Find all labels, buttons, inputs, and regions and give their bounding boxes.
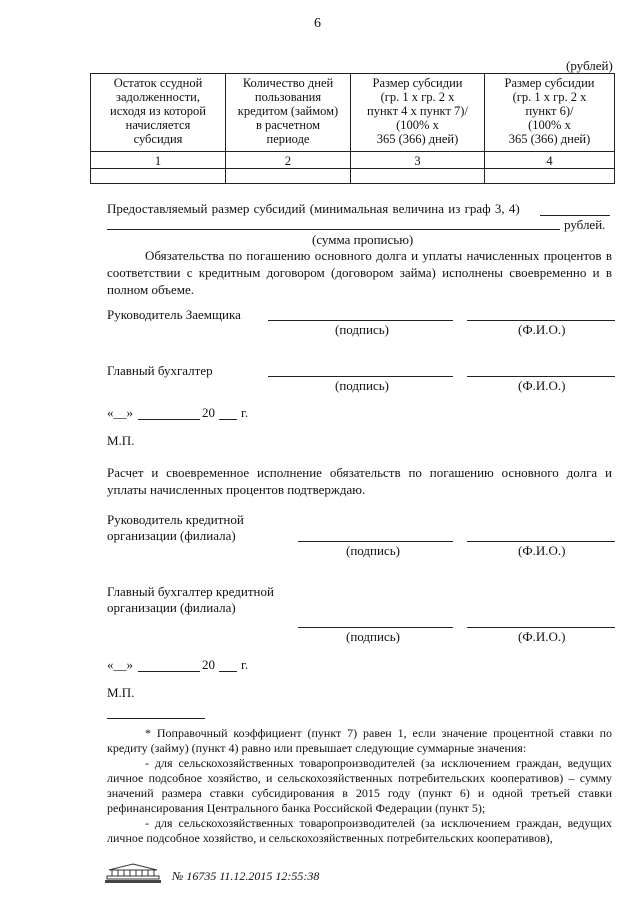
rubles-label: рублей. xyxy=(564,217,606,232)
subsidy-table xyxy=(90,73,615,184)
bank-head-label-1: Руководитель кредитной xyxy=(107,512,244,527)
table-header-cell: Размер субсидии (гр. 1 х гр. 2 х пункт 6)/ (100% х 365 (366) дней) xyxy=(485,74,615,152)
footnote-paragraph: * Поправочный коэффициент (пункт 7) равен 1, если значение процентной ставки по кредиту (займу) (пункт 4) равно или превышает следующие суммарные значения: xyxy=(107,726,612,755)
table-header-cell: Остаток ссудной задолженности, исходя из которой начисляется субсидия xyxy=(91,74,226,152)
bank-accountant-name-line xyxy=(467,627,615,628)
table-number-cell: 2 xyxy=(226,152,351,169)
date-quote: «__» xyxy=(107,657,133,672)
footnote-separator xyxy=(107,718,205,719)
date-month-line xyxy=(138,671,200,672)
date-year-suffix: г. xyxy=(241,405,249,420)
table-cell xyxy=(91,169,226,184)
date-year-prefix: 20 xyxy=(202,657,215,672)
sign-caption: (подпись) xyxy=(335,378,389,393)
subsidy-amount-line xyxy=(107,229,560,230)
table-cell xyxy=(226,169,351,184)
table-number-row xyxy=(91,152,615,169)
date-year-line xyxy=(219,671,237,672)
amount-caption: (сумма прописью) xyxy=(312,232,414,247)
confirmation-paragraph: Расчет и своевременное исполнение обязательств по погашению основного долга и уплаты начисленных процентов подтверждаю. xyxy=(107,465,612,497)
borrower-head-name-line xyxy=(467,320,615,321)
footnote-paragraph: - для сельскохозяйственных товаропроизводителей (за исключением граждан, ведущих личное подсобное хозяйство, и сельскохозяйственных потребительских кооперативов), xyxy=(107,816,612,845)
table-number-cell: 4 xyxy=(485,152,615,169)
page-number: 6 xyxy=(314,16,321,31)
bank-accountant-label-1: Главный бухгалтер кредитной xyxy=(107,584,274,599)
date-year-suffix: г. xyxy=(241,657,249,672)
registration-stamp: № 16735 11.12.2015 12:55:38 xyxy=(172,869,320,883)
borrower-accountant-label: Главный бухгалтер xyxy=(107,363,213,378)
date-year-line xyxy=(219,419,237,420)
date-quote: «__» xyxy=(107,405,133,420)
sign-caption: (подпись) xyxy=(346,629,400,644)
table-number-cell: 3 xyxy=(351,152,485,169)
name-caption: (Ф.И.О.) xyxy=(518,629,566,644)
bank-accountant-sign-line xyxy=(298,627,453,628)
date-year-prefix: 20 xyxy=(202,405,215,420)
currency-note: (рублей) xyxy=(566,58,613,73)
date-month-line xyxy=(138,419,200,420)
table-header-cell: Размер субсидии (гр. 1 х гр. 2 х пункт 4 х пункт 7)/ (100% х 365 (366) дней) xyxy=(351,74,485,152)
borrower-head-label: Руководитель Заемщика xyxy=(107,307,241,322)
table-number-cell: 1 xyxy=(91,152,226,169)
table-row xyxy=(91,169,615,184)
stamp-place-label: М.П. xyxy=(107,433,135,448)
building-logo-icon xyxy=(104,862,162,884)
bank-head-sign-line xyxy=(298,541,453,542)
bank-head-name-line xyxy=(467,541,615,542)
table-header-cell: Количество дней пользования кредитом (займом) в расчетном периоде xyxy=(226,74,351,152)
stamp-place-label: М.П. xyxy=(107,685,135,700)
bank-accountant-label-2: организации (филиала) xyxy=(107,600,236,615)
table-cell xyxy=(485,169,615,184)
obligations-paragraph: Обязательства по погашению основного долга и уплаты начисленных процентов в соответствии с кредитным договором (договором займа) исполнены своевременно и в полном объеме. xyxy=(107,248,612,297)
sign-caption: (подпись) xyxy=(335,322,389,337)
borrower-accountant-name-line xyxy=(467,376,615,377)
name-caption: (Ф.И.О.) xyxy=(518,378,566,393)
name-caption: (Ф.И.О.) xyxy=(518,543,566,558)
bank-head-label-2: организации (филиала) xyxy=(107,528,236,543)
footnote xyxy=(107,726,612,846)
borrower-head-sign-line xyxy=(268,320,453,321)
sign-caption: (подпись) xyxy=(346,543,400,558)
borrower-accountant-sign-line xyxy=(268,376,453,377)
footnote-paragraph: - для сельскохозяйственных товаропроизводителей (за исключением граждан, ведущих личное подсобное хозяйство, и сельскохозяйственных потребительских кооперативов) – сумму значений размера ставки субсидирования в 2015 году (пункт 6) и одной третьей ставки рефинансирования Центрального банка Российской Федерации (пункт 5); xyxy=(107,756,612,815)
name-caption: (Ф.И.О.) xyxy=(518,322,566,337)
subsidy-blank-line-1 xyxy=(540,215,610,216)
table-cell xyxy=(351,169,485,184)
provided-subsidy-label: Предоставляемый размер субсидий (минимальная величина из граф 3, 4) xyxy=(107,201,520,216)
table-header-row xyxy=(91,74,615,152)
